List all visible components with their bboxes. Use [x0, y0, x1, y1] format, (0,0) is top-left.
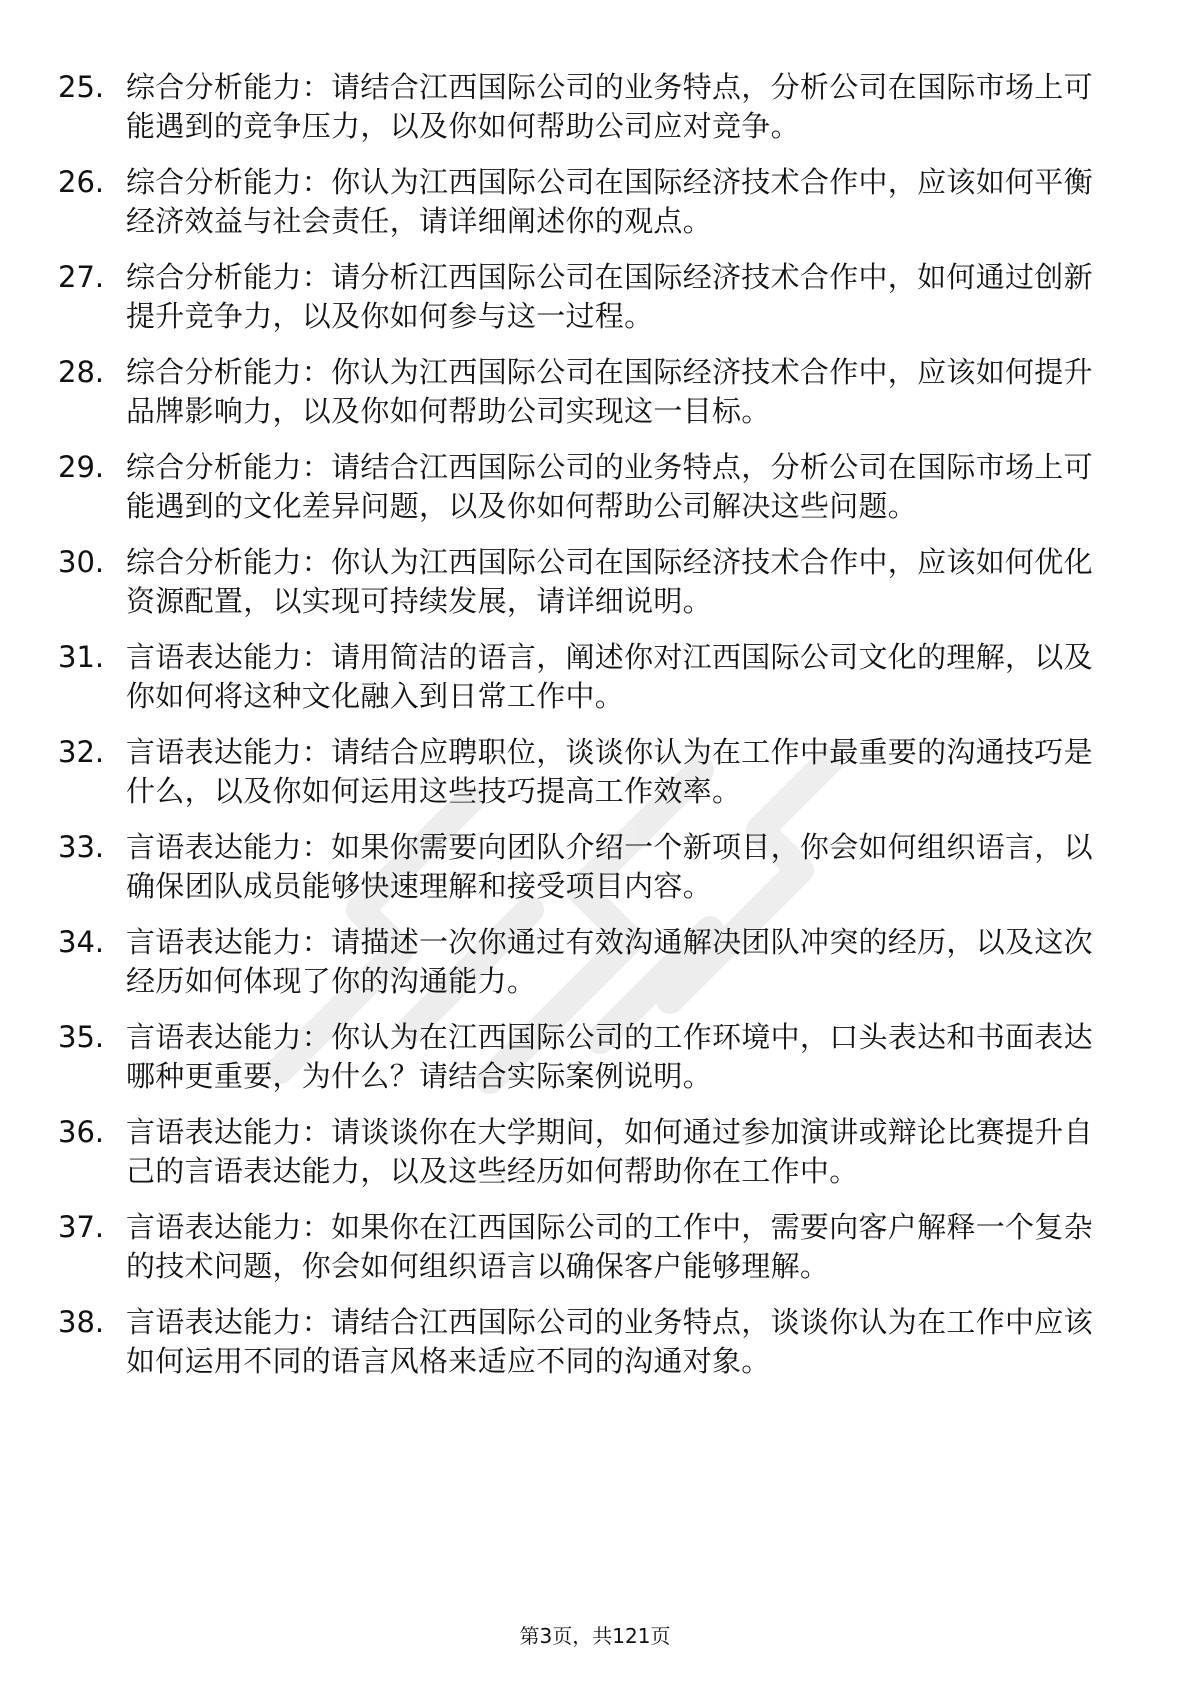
question-number: 30. [58, 545, 105, 579]
question-item [58, 448, 1118, 526]
question-text: 言语表达能力：如果你需要向团队介绍一个新项目，你会如何组织语言，以确保团队成员能够快速理解和接受项目内容。 [126, 830, 1093, 903]
question-text: 综合分析能力：你认为江西国际公司在国际经济技术合作中，应该如何提升品牌影响力，以及你如何帮助公司实现这一目标。 [126, 355, 1093, 428]
page-number-label: 第3页，共121页 [519, 1624, 671, 1648]
question-item [58, 1018, 1118, 1096]
question-item [58, 1303, 1118, 1381]
question-item [58, 68, 1118, 146]
question-item [58, 733, 1118, 811]
question-number: 38. [58, 1305, 105, 1339]
question-number: 27. [58, 260, 105, 294]
question-text: 言语表达能力：你认为在江西国际公司的工作环境中，口头表达和书面表达哪种更重要，为什么？请结合实际案例说明。 [126, 1020, 1093, 1093]
question-number: 32. [58, 735, 105, 769]
question-text: 言语表达能力：请用简洁的语言，阐述你对江西国际公司文化的理解，以及你如何将这种文化融入到日常工作中。 [126, 640, 1093, 713]
question-number: 35. [58, 1020, 105, 1054]
question-text: 言语表达能力：请描述一次你通过有效沟通解决团队冲突的经历，以及这次经历如何体现了你的沟通能力。 [126, 925, 1093, 998]
question-text: 综合分析能力：你认为江西国际公司在国际经济技术合作中，应该如何优化资源配置，以实现可持续发展，请详细说明。 [126, 545, 1093, 618]
question-number: 37. [58, 1210, 105, 1244]
page-footer [0, 1622, 1190, 1650]
question-item [58, 258, 1118, 336]
question-number: 26. [58, 165, 105, 199]
question-number: 29. [58, 450, 105, 484]
question-number: 25. [58, 70, 105, 104]
question-number: 34. [58, 925, 105, 959]
question-item [58, 163, 1118, 241]
question-text: 言语表达能力：请谈谈你在大学期间，如何通过参加演讲或辩论比赛提升自己的言语表达能力，以及这些经历如何帮助你在工作中。 [126, 1115, 1093, 1188]
question-list [58, 68, 1118, 1398]
question-text: 综合分析能力：请结合江西国际公司的业务特点，分析公司在国际市场上可能遇到的文化差异问题，以及你如何帮助公司解决这些问题。 [126, 450, 1093, 523]
question-number: 28. [58, 355, 105, 389]
question-item [58, 543, 1118, 621]
question-item [58, 828, 1118, 906]
question-item [58, 923, 1118, 1001]
question-text: 综合分析能力：你认为江西国际公司在国际经济技术合作中，应该如何平衡经济效益与社会责任，请详细阐述你的观点。 [126, 165, 1093, 238]
question-number: 36. [58, 1115, 105, 1149]
question-item [58, 1113, 1118, 1191]
question-item [58, 1208, 1118, 1286]
question-text: 综合分析能力：请结合江西国际公司的业务特点，分析公司在国际市场上可能遇到的竞争压力，以及你如何帮助公司应对竞争。 [126, 70, 1093, 143]
question-number: 31. [58, 640, 105, 674]
question-item [58, 353, 1118, 431]
question-text: 言语表达能力：请结合江西国际公司的业务特点，谈谈你认为在工作中应该如何运用不同的语言风格来适应不同的沟通对象。 [126, 1305, 1093, 1378]
question-item [58, 638, 1118, 716]
question-number: 33. [58, 830, 105, 864]
question-text: 言语表达能力：如果你在江西国际公司的工作中，需要向客户解释一个复杂的技术问题，你会如何组织语言以确保客户能够理解。 [126, 1210, 1093, 1283]
question-text: 言语表达能力：请结合应聘职位，谈谈你认为在工作中最重要的沟通技巧是什么，以及你如何运用这些技巧提高工作效率。 [126, 735, 1093, 808]
question-text: 综合分析能力：请分析江西国际公司在国际经济技术合作中，如何通过创新提升竞争力，以及你如何参与这一过程。 [126, 260, 1093, 333]
